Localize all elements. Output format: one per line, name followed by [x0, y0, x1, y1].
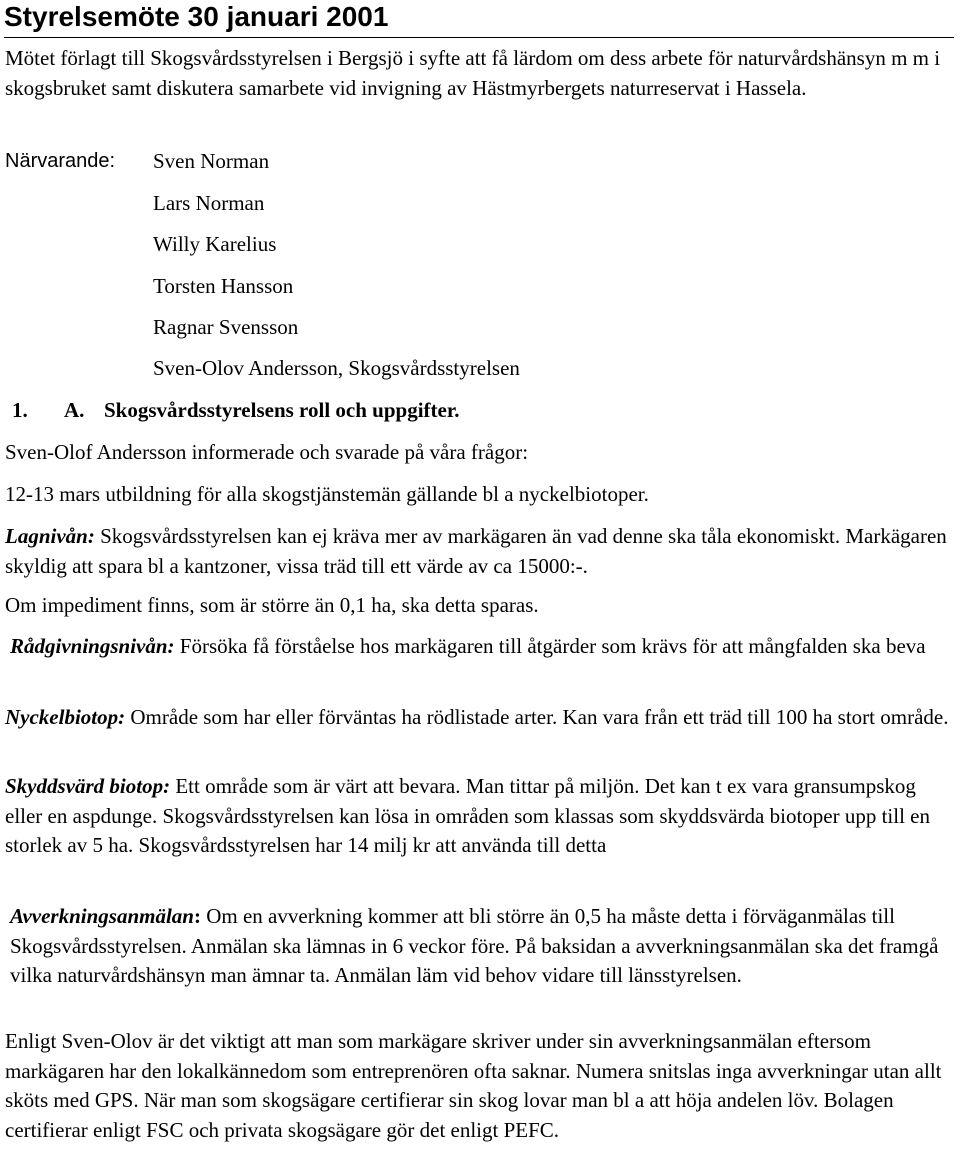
term-avverkning-colon: :: [193, 904, 201, 928]
attendee-name: Sven-Olov Andersson, Skogsvårdsstyrelsen: [153, 356, 520, 380]
paragraph-skyddsvard: [5, 772, 950, 861]
paragraph-info: Sven-Olof Andersson informerade och svarade på våra frågor:: [5, 440, 529, 464]
term-nyckelbiotop: Nyckelbiotop:: [5, 705, 126, 729]
section-letter: A.: [64, 398, 85, 422]
paragraph-training: 12-13 mars utbildning för alla skogstjänstemän gällande bl a nyckelbiotoper.: [5, 482, 649, 506]
term-lagnivan: Lagnivån:: [5, 524, 95, 548]
paragraph-impediment: Om impediment finns, som är större än 0,1 ha, ska detta sparas.: [5, 593, 539, 617]
intro-paragraph: Mötet förlagt till Skogsvårdsstyrelsen i Bergsjö i syfte att få lärdom om dess arbete för naturvårdshänsyn m m i skogsbruket samt diskutera samarbete vid invigning av Hästmyrbergets naturreservat i Hassela.: [5, 46, 941, 100]
attendee-name: Willy Karelius: [153, 232, 277, 256]
section-heading: Skogsvårdsstyrelsens roll och uppgifter.: [104, 398, 460, 422]
text-radgivning: Försöka få förståelse hos markägaren till åtgärder som krävs för att mångfalden ska beva: [174, 634, 926, 658]
paragraph-avverkning: [10, 902, 950, 991]
paragraph-radgivning: [10, 632, 950, 662]
paragraph-lagnivan: [5, 522, 950, 581]
attendees-label: Närvarande:: [5, 150, 116, 172]
attendee-name: Sven Norman: [153, 149, 270, 173]
text-nyckelbiotop: Område som har eller förväntas ha rödlistade arter. Kan vara från ett träd till 100 ha stort område.: [125, 705, 949, 729]
term-skyddsvard: Skyddsvärd biotop:: [5, 774, 171, 798]
paragraph-nyckelbiotop: [5, 703, 950, 733]
text-lagnivan: Skogsvårdsstyrelsen kan ej kräva mer av markägaren än vad denne ska tåla ekonomiskt. Markägaren skyldig att spara bl a kantzoner, vissa träd till ett värde av ca 15000:-.: [5, 524, 947, 578]
term-radgivning: Rådgivningsnivån:: [10, 634, 175, 658]
text-skyddsvard: Ett område som är värt att bevara. Man tittar på miljön. Det kan t ex vara gransumpskog eller en aspdunge. Skogsvårdsstyrelsen kan lösa in områden som klassas som skyddsvärda biotoper upp till en storlek av 5 ha. Skogsvårdsstyrelsen har 14 milj kr att använda till detta: [5, 774, 931, 858]
page-title: Styrelsemöte 30 januari 2001: [4, 0, 954, 38]
attendee-name: Torsten Hansson: [153, 274, 294, 298]
attendee-name: Lars Norman: [153, 191, 265, 215]
text-avverkning: Om en avverkning kommer att bli större än 0,5 ha måste detta i förväganmälas till Skogsvårdsstyrelsen. Anmälan ska lämnas in 6 veckor före. På baksidan a avverkningsanmälan ska det framgå vilka naturvårdshänsyn man ämnar ta. Anmälan läm vid behov vidare till länsstyrelsen.: [10, 904, 939, 988]
attendee-name: Ragnar Svensson: [153, 315, 299, 339]
term-avverkning: Avverkningsanmälan: [10, 904, 194, 928]
paragraph-enligt: Enligt Sven-Olov är det viktigt att man som markägare skriver under sin avverkningsanmälan eftersom markägaren har den lokalkännedom som entreprenören ofta saknar. Numera snitslas inga avverkningar utan allt sköts med GPS. När man som skogsägare certifierar sin skog lovar man bl a att höja andelen löv. Bolagen certifierar enligt FSC och privata skogsägare gör det enligt PEFC.: [5, 1029, 942, 1142]
section-number: 1.: [12, 398, 28, 422]
